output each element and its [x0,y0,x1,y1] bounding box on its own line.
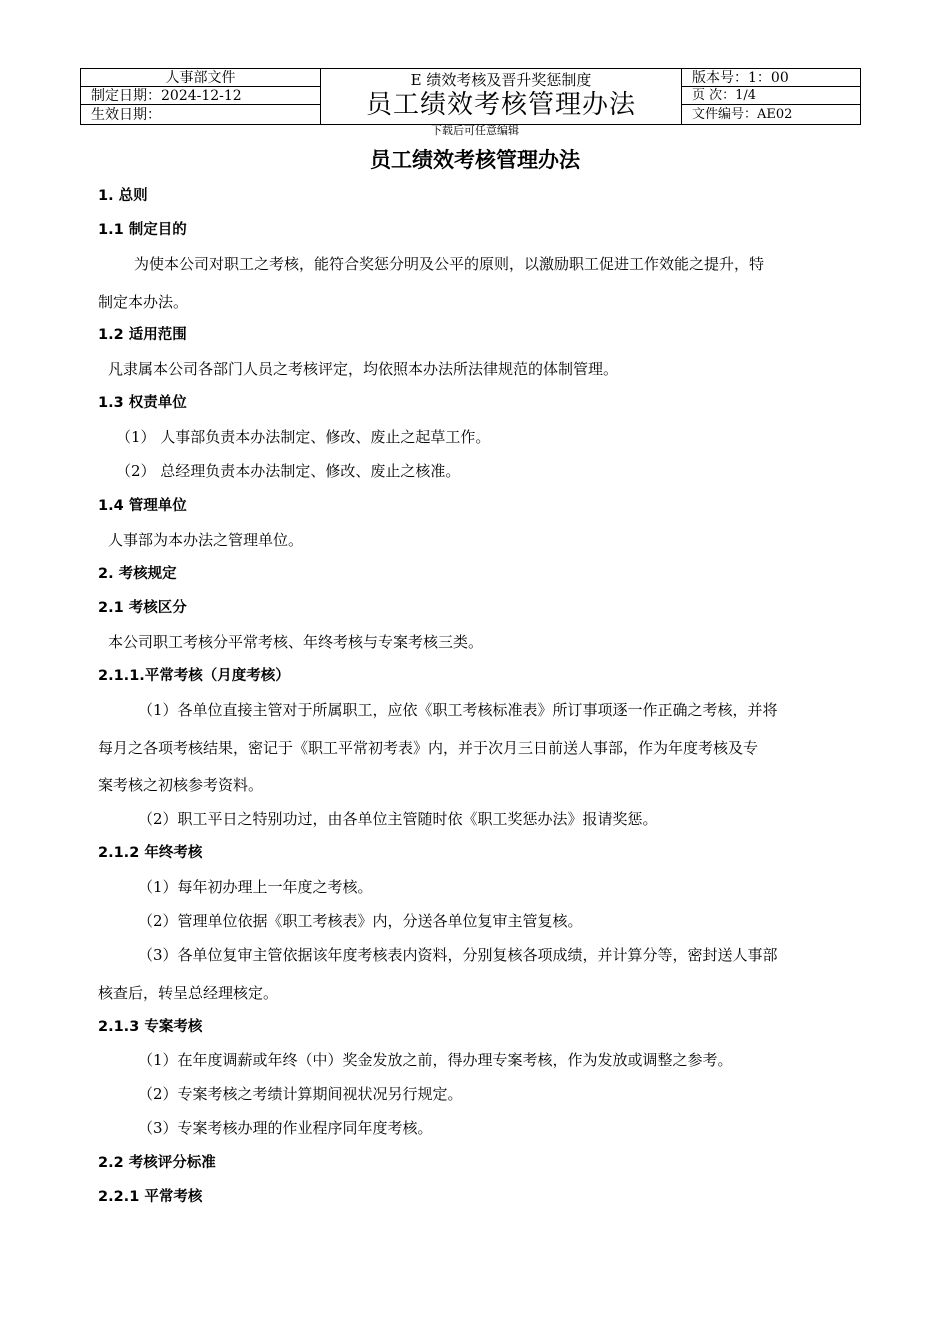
heading-1: 1. 总则 [98,188,148,204]
header-dept: 人事部文件 [81,69,320,87]
list-item: （3）专案考核办理的作业程序同年度考核。 [138,1119,433,1137]
header-version: 版本号：1：00 [682,69,861,87]
list-item: （2）管理单位依据《职工考核表》内，分送各单位复审主管复核。 [138,912,583,930]
paragraph-line: 本公司职工考核分平常考核、年终考核与专案考核三类。 [108,633,484,651]
list-item: （2）专案考核之考绩计算期间视状况另行规定。 [138,1085,463,1103]
header-doc-no: 文件编号：AE02 [692,107,793,122]
header-right-column [681,69,861,124]
list-item: （2） 总经理负责本办法制定、修改、废止之核准。 [116,462,461,480]
list-item: （1）在年度调薪或年终（中）奖金发放之前，得办理专案考核，作为发放或调整之参考。 [138,1051,733,1069]
heading-2-1-2: 2.1.2 年终考核 [98,845,203,861]
heading-1-1: 1.1 制定目的 [98,222,187,238]
heading-1-3: 1.3 权责单位 [98,395,187,411]
paragraph-line: （2）职工平日之特别功过，由各单位主管随时依《职工奖惩办法》报请奖惩。 [138,810,658,828]
paragraph-line: 核查后，转呈总经理核定。 [98,984,279,1002]
list-item: （3）各单位复审主管依据该年度考核表内资料，分别复核各项成绩，并计算分等，密封送人事部 [138,946,778,964]
heading-1-2: 1.2 适用范围 [98,327,187,343]
heading-1-4: 1.4 管理单位 [98,498,187,514]
paragraph-line: 凡隶属本公司各部门人员之考核评定，均依照本办法所法律规范的体制管理。 [108,360,619,378]
heading-2-2: 2.2 考核评分标准 [98,1155,216,1171]
heading-2-2-1: 2.2.1 平常考核 [98,1189,203,1205]
download-note: 下载后可任意编辑 [431,124,519,137]
heading-2: 2. 考核规定 [98,566,177,582]
header-table [80,68,861,125]
paragraph-line: 人事部为本办法之管理单位。 [108,531,304,549]
paragraph-line: 每月之各项考核结果，密记于《职工平常初考表》内，并于次月三日前送人事部，作为年度考核及专 [98,739,759,757]
document-title: 员工绩效考核管理办法 [370,147,580,172]
header-page: 页 次：1/4 [682,87,861,105]
heading-2-1-3: 2.1.3 专案考核 [98,1019,203,1035]
header-main-title: 员工绩效考核管理办法 [365,90,636,120]
paragraph-line: 为使本公司对职工之考核，能符合奖惩分明及公平的原则，以激励职工促进工作效能之提升，特 [134,255,765,273]
header-left-column [81,69,321,124]
list-item: （1） 人事部负责本办法制定、修改、废止之起草工作。 [116,428,491,446]
paragraph-line: （1）各单位直接主管对于所属职工，应依《职工考核标准表》所订事项逐一作正确之考核，并将 [138,701,778,719]
heading-2-1: 2.1 考核区分 [98,600,187,616]
list-item: （1）每年初办理上一年度之考核。 [138,878,373,896]
heading-2-1-1: 2.1.1.平常考核（月度考核） [98,668,290,684]
paragraph-line: 制定本办法。 [98,293,189,311]
header-subtitle: E 绩效考核及晋升奖惩制度 [410,71,592,89]
paragraph-line: 案考核之初核参考资料。 [98,776,264,794]
header-effective-date: 生效日期： [91,107,161,123]
header-made-date: 制定日期：2024-12-12 [81,87,320,105]
